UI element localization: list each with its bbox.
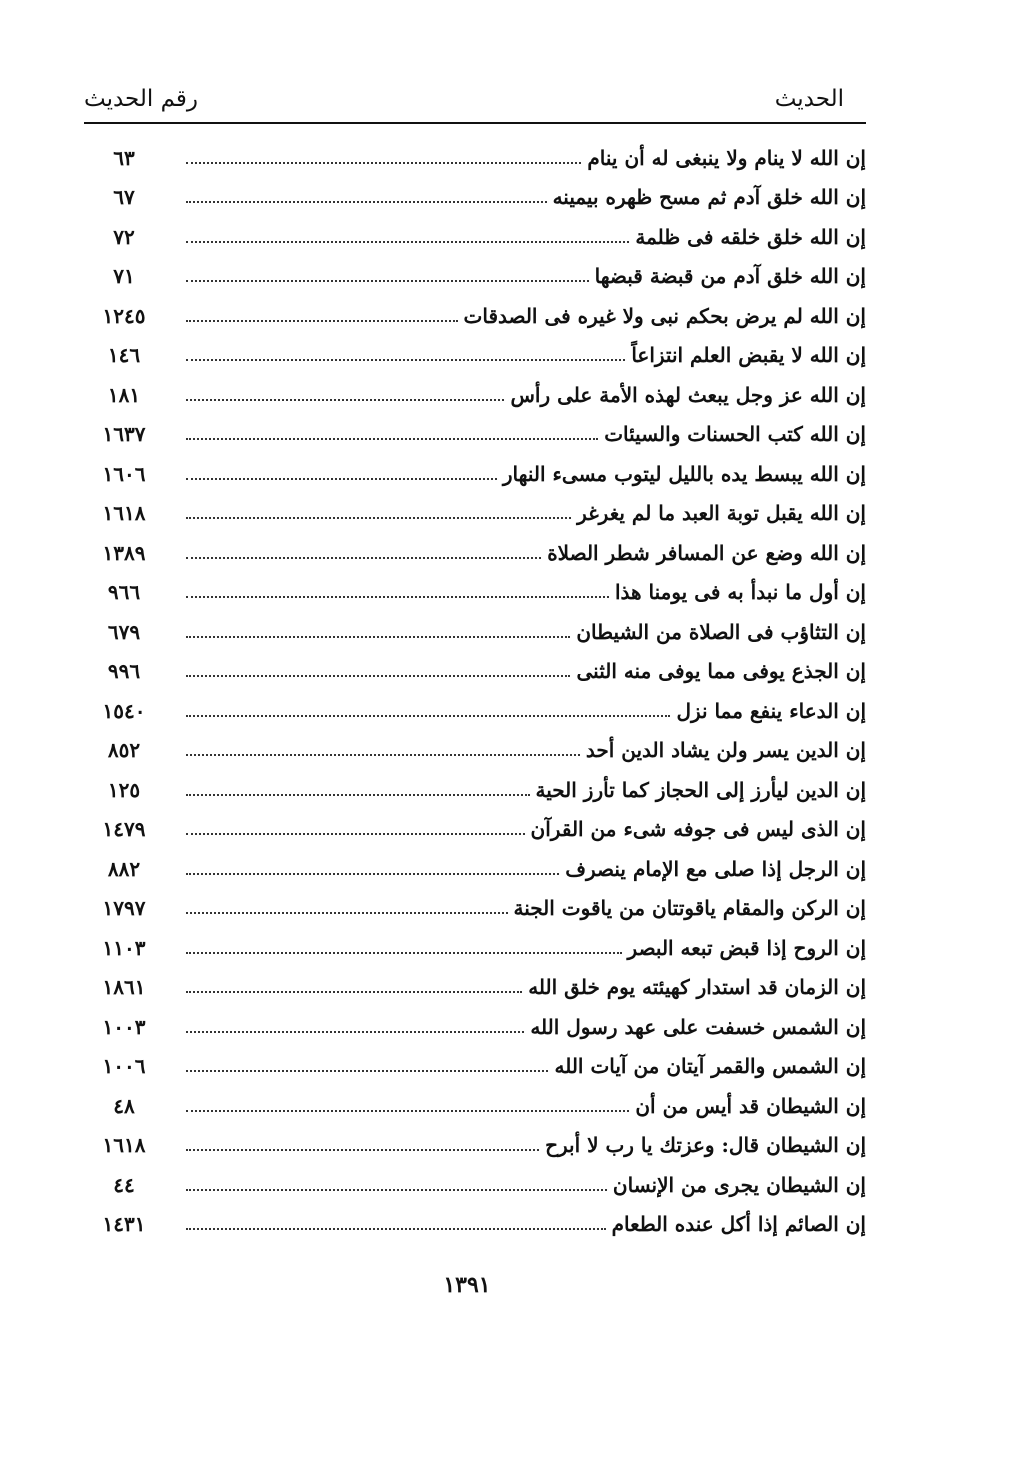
dot-leader — [186, 557, 541, 559]
index-entry — [84, 691, 866, 731]
dot-leader — [186, 478, 497, 480]
index-entry — [84, 1165, 866, 1205]
entry-number: ٩٩٦ — [107, 659, 141, 684]
entry-text: إن الله خلق خلقه فى ظلمة — [635, 224, 866, 249]
index-entry — [84, 612, 866, 652]
dot-leader — [186, 438, 598, 440]
dot-leader — [186, 1110, 629, 1112]
entry-text: إن الله وضع عن المسافر شطر الصلاة — [547, 540, 866, 565]
entry-number: ٩٦٦ — [107, 580, 141, 605]
entry-text: إن أول ما نبدأ به فى يومنا هذا — [614, 580, 866, 605]
entry-text: إن الله خلق آدم ثم مسح ظهره بيمينه — [552, 185, 866, 210]
entry-text: إن الدين ليأرز إلى الحجاز كما تأرز الحية — [535, 777, 866, 802]
index-entry — [84, 652, 866, 692]
dot-leader — [186, 280, 589, 282]
dot-leader — [186, 754, 580, 756]
index-entry — [84, 375, 866, 415]
dot-leader — [186, 359, 625, 361]
dot-leader — [186, 873, 559, 875]
entry-number: ١٥٤٠ — [102, 698, 146, 723]
index-entry — [84, 1086, 866, 1126]
entry-number: ١٦٣٧ — [102, 422, 146, 447]
dot-leader — [186, 1070, 548, 1072]
hadith-index-list — [84, 138, 866, 1244]
index-entry — [84, 1007, 866, 1047]
entry-number: ١٢٥ — [107, 777, 141, 802]
dot-leader — [186, 399, 504, 401]
entry-number: ٦٧ — [113, 185, 135, 210]
entry-text: إن الشيطان قال: وعزتك يا رب لا أبرح — [545, 1133, 866, 1158]
index-entry — [84, 336, 866, 376]
entry-text: إن الرجل إذا صلى مع الإمام ينصرف — [565, 856, 866, 881]
dot-leader — [186, 833, 525, 835]
entry-number: ٦٣ — [113, 145, 135, 170]
entry-number: ١٦١٨ — [102, 501, 146, 526]
entry-number: ٨٥٢ — [107, 738, 141, 763]
entry-number: ٤٤ — [113, 1172, 135, 1197]
entry-text: إن الله يبسط يده بالليل ليتوب مسىء النهار — [502, 461, 866, 486]
entry-number: ١٠٠٦ — [102, 1054, 146, 1079]
index-entry — [84, 454, 866, 494]
entry-number: ١٤٧٩ — [102, 817, 146, 842]
entry-text: إن الشيطان يجرى من الإنسان — [612, 1172, 866, 1197]
index-entry — [84, 138, 866, 178]
entry-text: إن الله لا ينام ولا ينبغى له أن ينام — [587, 145, 866, 170]
entry-text: إن الشمس خسفت على عهد رسول الله — [530, 1014, 866, 1039]
entry-text: إن الذى ليس فى جوفه شىء من القرآن — [530, 817, 866, 842]
page-header — [84, 82, 866, 122]
entry-text: إن الجذع يوفى مما يوفى منه الثنى — [576, 659, 866, 684]
dot-leader — [186, 162, 581, 164]
entry-text: إن الدعاء ينفع مما نزل — [676, 698, 866, 723]
entry-number: ١٨٦١ — [102, 975, 146, 1000]
dot-leader — [186, 715, 670, 717]
index-entry — [84, 1205, 866, 1245]
dot-leader — [186, 1149, 539, 1151]
entry-text: إن الله كتب الحسنات والسيئات — [604, 422, 866, 447]
entry-text: إن الدين يسر ولن يشاد الدين أحد — [585, 738, 866, 763]
index-entry — [84, 849, 866, 889]
dot-leader — [186, 991, 522, 993]
dot-leader — [186, 1031, 524, 1033]
index-entry — [84, 889, 866, 929]
entry-number: ٤٨ — [113, 1093, 135, 1118]
entry-text: إن الشمس والقمر آيتان من آيات الله — [554, 1054, 866, 1079]
entry-text: إن الله يقبل توبة العبد ما لم يغرغر — [577, 501, 866, 526]
entry-number: ١٣٨٩ — [102, 540, 146, 565]
dot-leader — [186, 517, 571, 519]
entry-number: ١٧٩٧ — [102, 896, 146, 921]
entry-number: ١٦١٨ — [102, 1133, 146, 1158]
index-entry — [84, 296, 866, 336]
dot-leader — [186, 912, 508, 914]
entry-text: إن الركن والمقام ياقوتتان من ياقوت الجنة — [513, 896, 866, 921]
index-entry — [84, 257, 866, 297]
entry-number: ١٤٣١ — [102, 1212, 146, 1237]
dot-leader — [186, 1189, 607, 1191]
dot-leader — [186, 320, 458, 322]
index-entry — [84, 217, 866, 257]
index-entry — [84, 573, 866, 613]
index-entry — [84, 968, 866, 1008]
entry-text: إن الله لم يرض بحكم نبى ولا غيره فى الصدقات — [463, 303, 866, 328]
index-entry — [84, 1126, 866, 1166]
dot-leader — [186, 675, 570, 677]
entry-number: ٧٢ — [113, 224, 135, 249]
entry-number: ١٤٦ — [107, 343, 141, 368]
entry-text: إن الله عز وجل يبعث لهذه الأمة على رأس — [510, 382, 866, 407]
dot-leader — [186, 596, 609, 598]
dot-leader — [186, 201, 547, 203]
entry-number: ٦٧٩ — [107, 619, 141, 644]
entry-text: إن الزمان قد استدار كهيئته يوم خلق الله — [528, 975, 866, 1000]
index-entry — [84, 494, 866, 534]
entry-number: ٨٨٢ — [107, 856, 141, 881]
dot-leader — [186, 794, 530, 796]
index-entry — [84, 770, 866, 810]
index-entry — [84, 928, 866, 968]
column-title-hadith-number: رقم الحديث — [84, 86, 199, 112]
entry-text: إن الشيطان قد أيس من أن — [635, 1093, 866, 1118]
entry-number: ١٠٠٣ — [102, 1014, 146, 1039]
page-number: ١٣٩١ — [443, 1272, 491, 1298]
entry-text: إن الروح إذا قبض تبعه البصر — [627, 935, 866, 960]
index-entry — [84, 810, 866, 850]
dot-leader — [186, 1228, 606, 1230]
entry-number: ١٨١ — [107, 382, 141, 407]
entry-number: ٧١ — [113, 264, 135, 289]
dot-leader — [186, 241, 629, 243]
index-entry — [84, 1047, 866, 1087]
column-title-hadith: الحديث — [774, 86, 844, 112]
entry-text: إن الله خلق آدم من قبضة قبضها — [594, 264, 866, 289]
index-entry — [84, 415, 866, 455]
dot-leader — [186, 636, 570, 638]
entry-number: ١٢٤٥ — [102, 303, 146, 328]
entry-number: ١٦٠٦ — [102, 461, 146, 486]
entry-text: إن الله لا يقبض العلم انتزاعاً — [631, 343, 866, 368]
entry-text: إن الصائم إذا أكل عنده الطعام — [611, 1212, 866, 1237]
index-entry — [84, 178, 866, 218]
header-divider — [84, 122, 866, 124]
dot-leader — [186, 952, 622, 954]
entry-number: ١١٠٣ — [102, 935, 146, 960]
index-entry — [84, 731, 866, 771]
index-entry — [84, 533, 866, 573]
entry-text: إن التثاؤب فى الصلاة من الشيطان — [576, 619, 866, 644]
